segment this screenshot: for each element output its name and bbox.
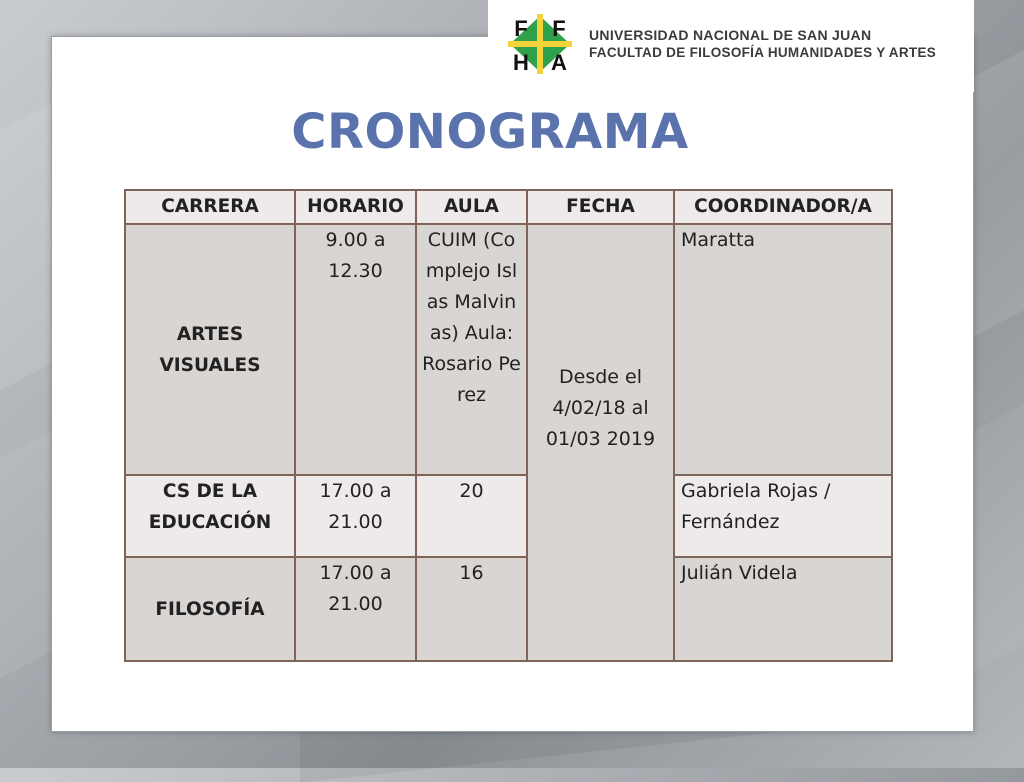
cell-aula: 20 — [416, 475, 527, 557]
cell-carrera — [125, 224, 295, 475]
table-header-row — [125, 190, 892, 224]
logo-letter: F — [514, 16, 528, 41]
page-title: CRONOGRAMA — [291, 104, 689, 160]
cell-carrera-text: CS DE LA EDUCACIÓN — [148, 481, 272, 533]
logo-letter: F — [552, 16, 566, 41]
column-header-fecha: FECHA — [527, 190, 674, 224]
faculty-logo — [508, 14, 572, 74]
cell-horario-text: 17.00 a 21.00 — [319, 480, 392, 533]
cell-coordinador — [674, 475, 892, 557]
cell-carrera — [125, 475, 295, 557]
cell-horario — [295, 557, 416, 661]
logo-cross-horizontal — [508, 41, 572, 47]
faculty-name: FACULTAD DE FILOSOFÍA HUMANIDADES Y ARTES — [589, 45, 937, 60]
cell-fecha — [527, 224, 674, 661]
table-row — [125, 557, 892, 661]
logo-letter: A — [551, 50, 567, 74]
cell-aula — [416, 224, 527, 475]
column-header-coordinador: COORDINADOR/A — [674, 190, 892, 224]
logo-letter: H — [513, 50, 529, 74]
column-header-aula: AULA — [416, 190, 527, 224]
column-header-horario: HORARIO — [295, 190, 416, 224]
schedule-table — [124, 189, 893, 662]
cell-coordinador: Julián Videla — [674, 557, 892, 661]
column-header-carrera: CARRERA — [125, 190, 295, 224]
cell-carrera: FILOSOFÍA — [125, 557, 295, 661]
cell-aula-text: CUIM (Complejo Islas Malvinas) Aula: Rosario Perez — [422, 229, 521, 406]
cell-coordinador-text: Gabriela Rojas / Fernández — [681, 480, 831, 533]
cell-horario-text: 17.00 a 21.00 — [319, 562, 392, 615]
table-row — [125, 224, 892, 475]
cell-carrera-text: ARTES VISUALES — [159, 323, 261, 376]
cell-aula: 16 — [416, 557, 527, 661]
cell-horario — [295, 224, 416, 475]
cell-horario — [295, 475, 416, 557]
cell-horario-text: 9.00 a 12.30 — [325, 229, 386, 282]
cell-coordinador: Maratta — [674, 224, 892, 475]
university-name: UNIVERSIDAD NACIONAL DE SAN JUAN — [589, 27, 872, 43]
cell-fecha-text: Desde el 4/02/18 al 01/03 2019 — [545, 366, 656, 450]
table-row — [125, 475, 892, 557]
